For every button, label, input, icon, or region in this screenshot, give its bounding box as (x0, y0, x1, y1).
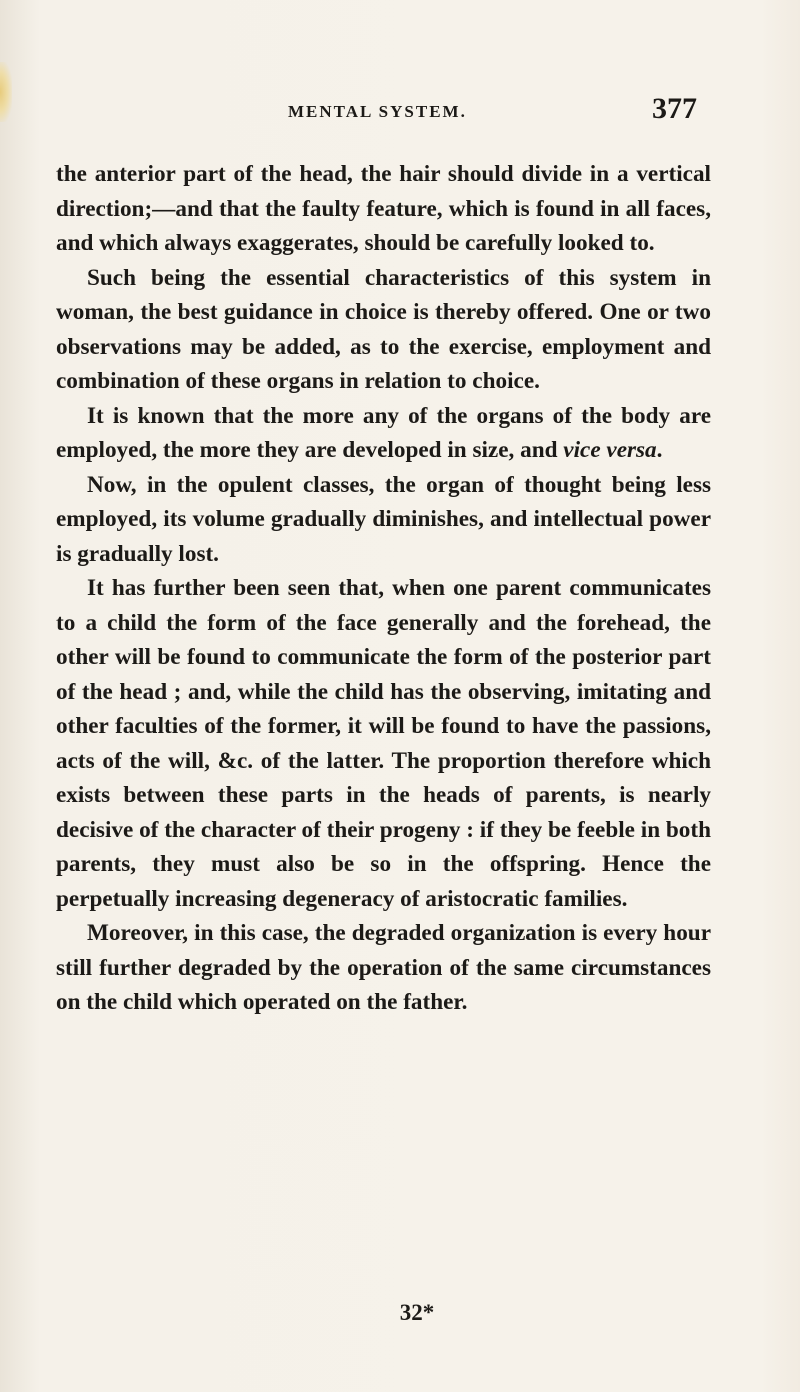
paragraph-3 (56, 399, 711, 468)
paragraph-3-text: It is known that the more any of the organs of the body are employed, the more they are developed in size, and (56, 402, 711, 463)
page-number: 377 (652, 92, 697, 125)
body-text (56, 157, 711, 1020)
paragraph-1: the anterior part of the head, the hair should divide in a vertical direction;—and that the faulty feature, which is found in all faces, and which always exaggerates, should be carefully looked to. (56, 161, 711, 256)
italic-phrase: vice versa (563, 437, 657, 463)
signature-mark: 32* (399, 1300, 435, 1325)
paragraph-2: Such being the essential characteristics of this system in woman, the best guidance in choice is thereby offered. One or two observations may be added, as to the exercise, employment and combination of these organs in relation to choice. (56, 264, 711, 394)
paragraph-5: It has further been seen that, when one parent communicates to a child the form of the face generally and the forehead, the other will be found to communicate the form of the posterior part of the head ; and, while the child has the observing, imitating and other faculties of the former, it will be found to have the passions, acts of the will, &c. of the latter. The proportion therefore which exists between these parts in the heads of parents, is nearly decisive of the character of their progeny : if they be feeble in both parents, they must also be so in the offspring. Hence the perpetually increasing degeneracy of aristocratic families. (56, 575, 711, 912)
running-head-title: MENTAL SYSTEM. (288, 102, 467, 121)
paragraph-3-end: . (656, 437, 663, 463)
paragraph-4: Now, in the opulent classes, the organ of thought being less employed, its volume gradually diminishes, and intellectual power is gradually lost. (56, 471, 711, 567)
running-head (0, 92, 800, 132)
paragraph-6: Moreover, in this case, the degraded organization is every hour still further degraded by the operation of the same circumstances on the child which operated on the father. (56, 920, 711, 1015)
